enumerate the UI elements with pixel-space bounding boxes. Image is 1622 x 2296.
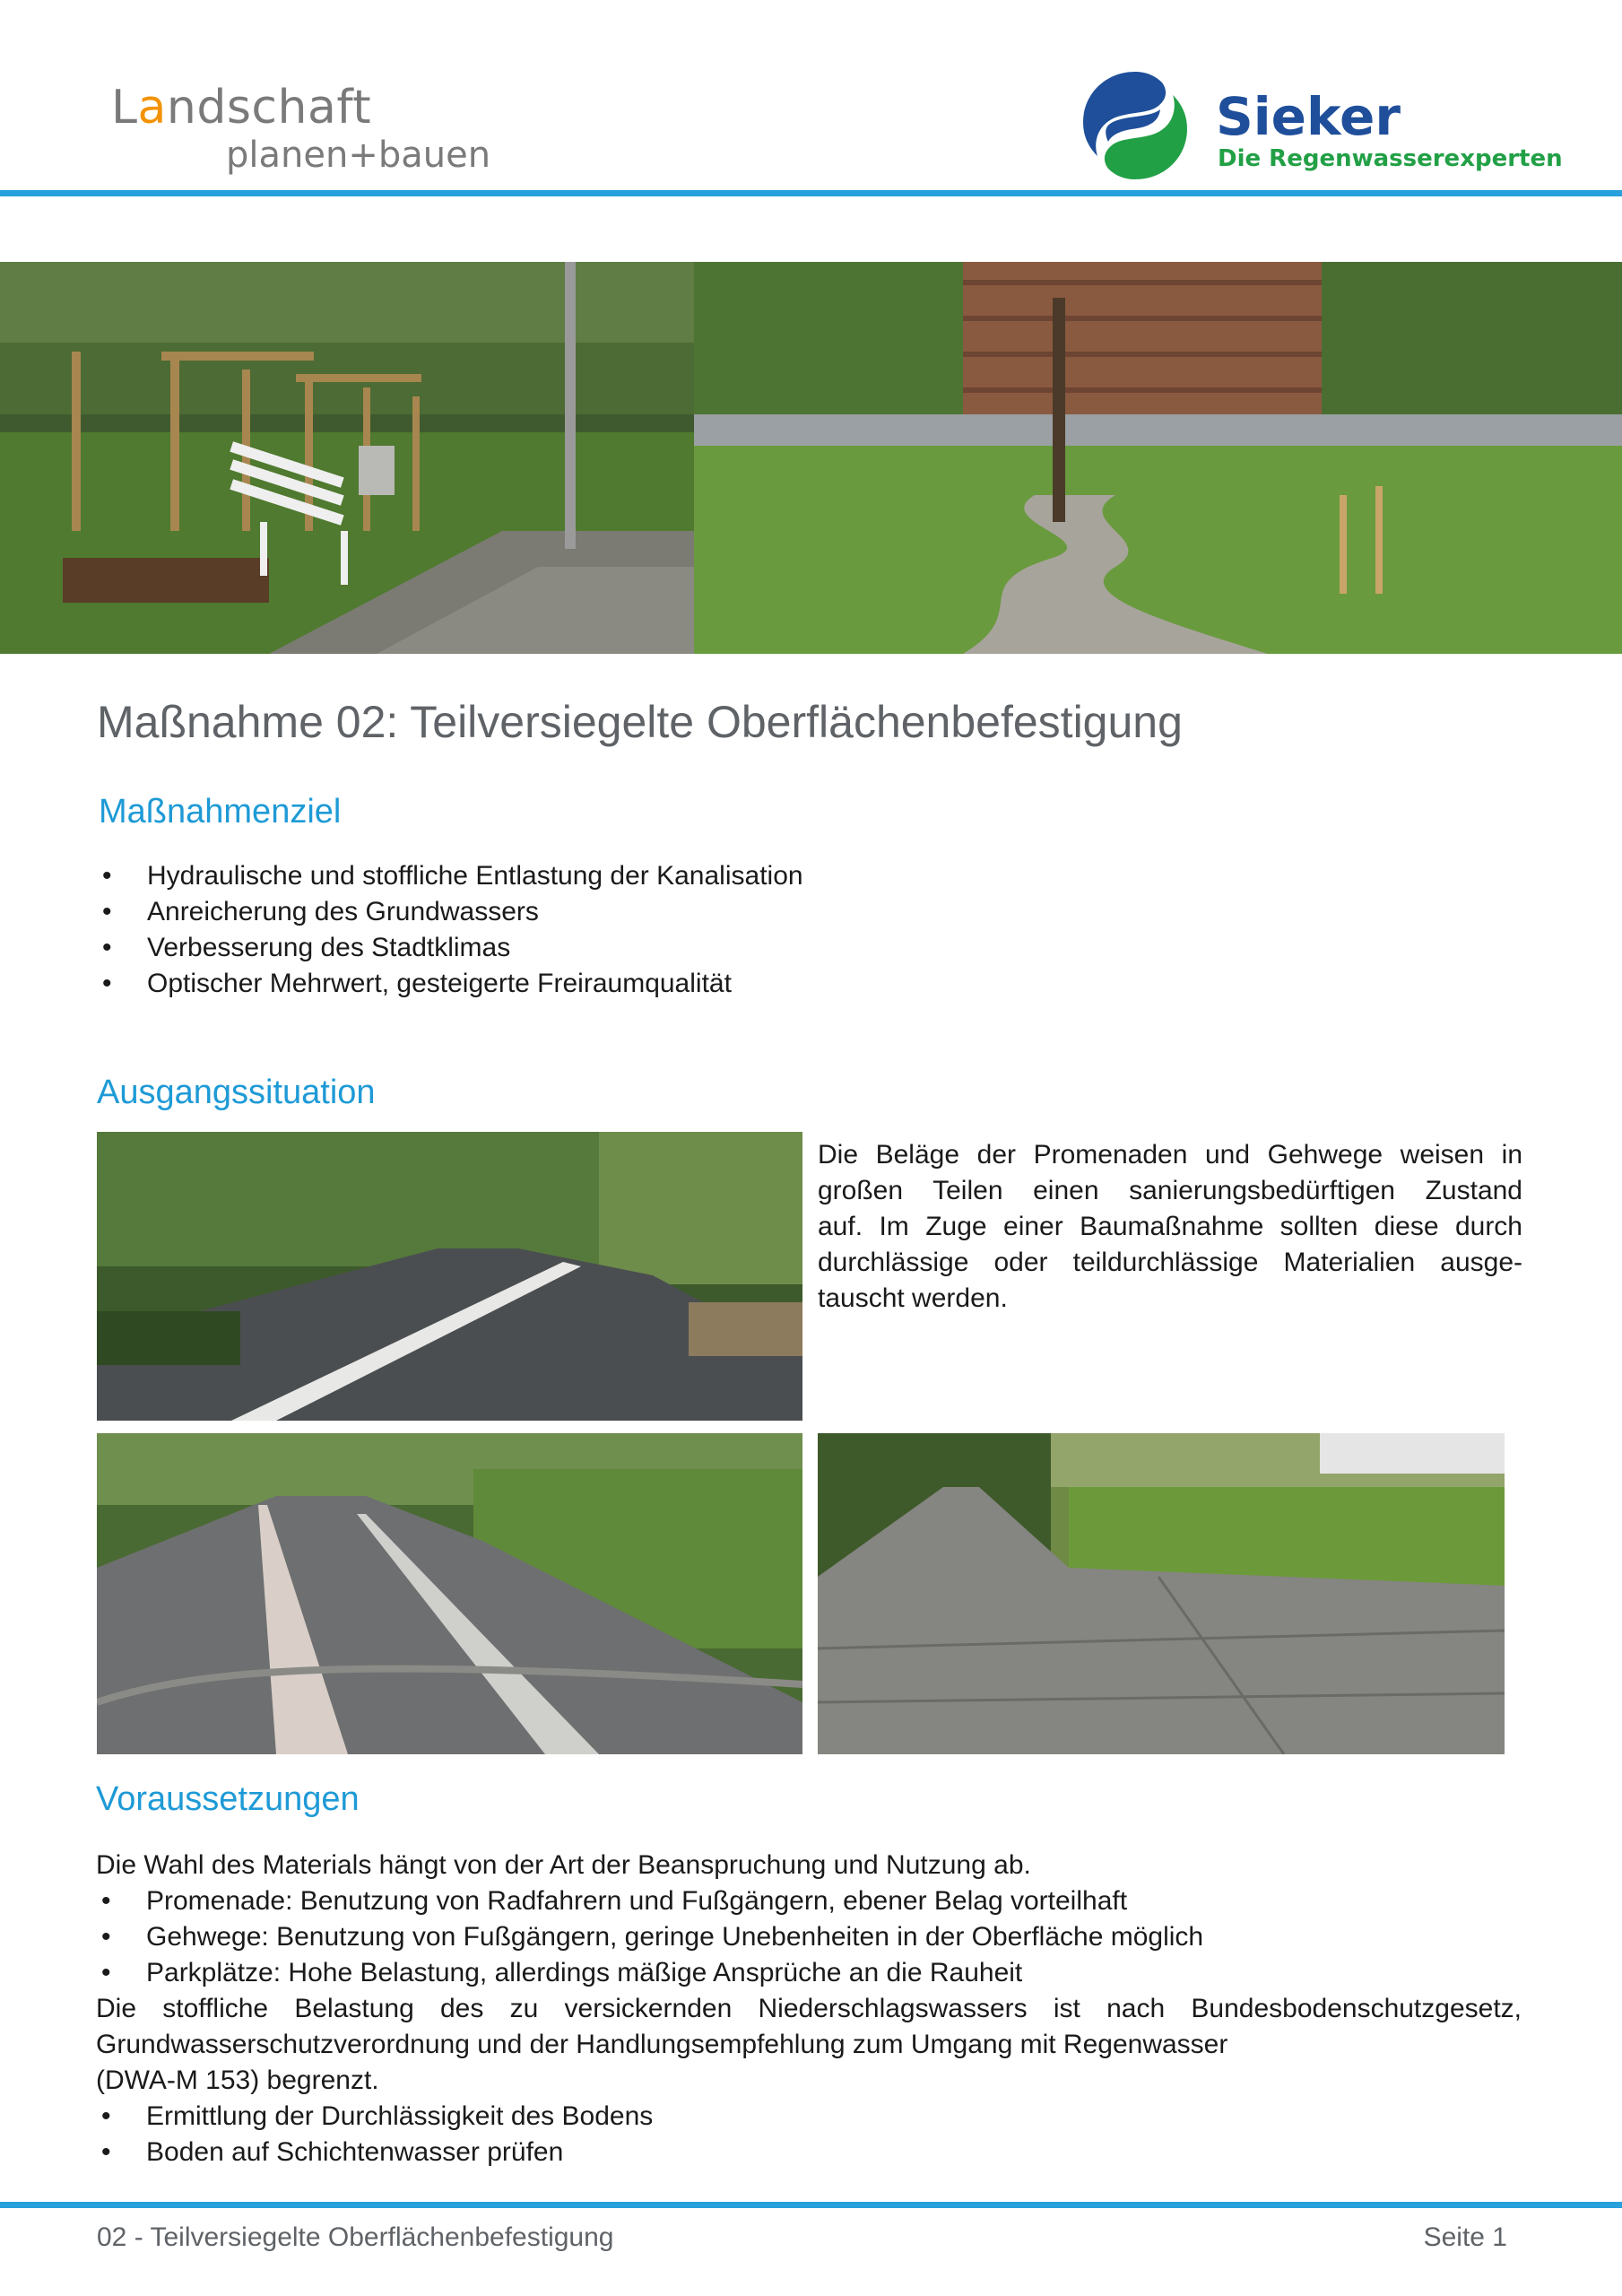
header-divider xyxy=(0,190,1622,196)
massnahmenziel-list xyxy=(97,858,803,1002)
check-list xyxy=(96,2099,1522,2170)
page-number: Seite 1 xyxy=(1423,2222,1507,2252)
text-line: (DWA-M 153) begrenzt. xyxy=(96,2066,379,2095)
photo-sidewalk-slabs xyxy=(818,1433,1505,1754)
list-item: • Anreicherung des Grundwassers xyxy=(97,894,803,930)
heading-ausgangssituation: Ausgangssituation xyxy=(97,1074,376,1111)
text-line: durchlässige oder teildurchlässige Materialien ausge- xyxy=(818,1248,1522,1277)
list-item: • Promenade: Benutzung von Radfahrern und Fußgängern, ebener Belag vorteilhaft xyxy=(96,1883,1522,1919)
list-item: • Boden auf Schichtenwasser prüfen xyxy=(96,2135,1522,2170)
list-item: • Parkplätze: Hohe Belastung, allerdings mäßige Ansprüche an die Rauheit xyxy=(96,1955,1522,1991)
sieker-logo-tagline: Die Regenwasserexperten xyxy=(1218,145,1563,172)
text-line: Grundwasserschutzverordnung und der Handlungsempfehlung zum Umgang mit Regenwasser xyxy=(96,2030,1228,2059)
page-title: Maßnahme 02: Teilversiegelte Oberflächenbefestigung xyxy=(97,697,1183,747)
text-line: Die Wahl des Materials hängt von der Art der Beanspruchung und Nutzung ab. xyxy=(96,1850,1031,1880)
ausgangssituation-text xyxy=(818,1137,1522,1317)
hero-photo-promenade xyxy=(0,262,694,654)
logo-landschaft-subline: planen+bauen xyxy=(226,135,491,176)
voraussetzungen-text xyxy=(96,1848,1522,2170)
list-item: • Verbesserung des Stadtklimas xyxy=(97,930,803,966)
list-item: • Gehwege: Benutzung von Fußgängern, geringe Unebenheiten in der Oberfläche möglich xyxy=(96,1919,1522,1955)
logo-landschaft-wordmark: Landschaft xyxy=(111,81,372,135)
sieker-logo-icon xyxy=(1081,70,1189,181)
list-item: • Hydraulische und stoffliche Entlastung der Kanalisation xyxy=(97,858,803,894)
list-item: • Ermittlung der Durchlässigkeit des Bodens xyxy=(96,2099,1522,2135)
heading-massnahmenziel: Maßnahmenziel xyxy=(99,793,342,831)
landschaft-logo xyxy=(111,81,506,188)
text-line: Die Beläge der Promenaden und Gehwege weisen in xyxy=(818,1140,1522,1170)
footer-title: 02 - Teilversiegelte Oberflächenbefestigung xyxy=(97,2222,614,2252)
photo-promenade-asphalt xyxy=(97,1132,802,1421)
hero-photo-cobblestone-path xyxy=(694,262,1622,654)
text-line: tauscht werden. xyxy=(818,1283,1008,1313)
list-item: • Optischer Mehrwert, gesteigerte Freiraumqualität xyxy=(97,966,803,1002)
usage-list xyxy=(96,1883,1522,1991)
heading-voraussetzungen: Voraussetzungen xyxy=(96,1780,360,1818)
sieker-logo-name: Sieker xyxy=(1216,86,1401,147)
text-line: großen Teilen einen sanierungsbedürftigen Zustand xyxy=(818,1176,1522,1205)
text-line: Die stoffliche Belastung des zu versickernden Niederschlagswassers ist nach Bundesbodenschutzgesetz, xyxy=(96,1994,1522,2023)
text-line: auf. Im Zuge einer Baumaßnahme sollten diese durch xyxy=(818,1212,1522,1241)
photo-bike-lane xyxy=(97,1433,802,1754)
footer-divider xyxy=(0,2202,1622,2208)
